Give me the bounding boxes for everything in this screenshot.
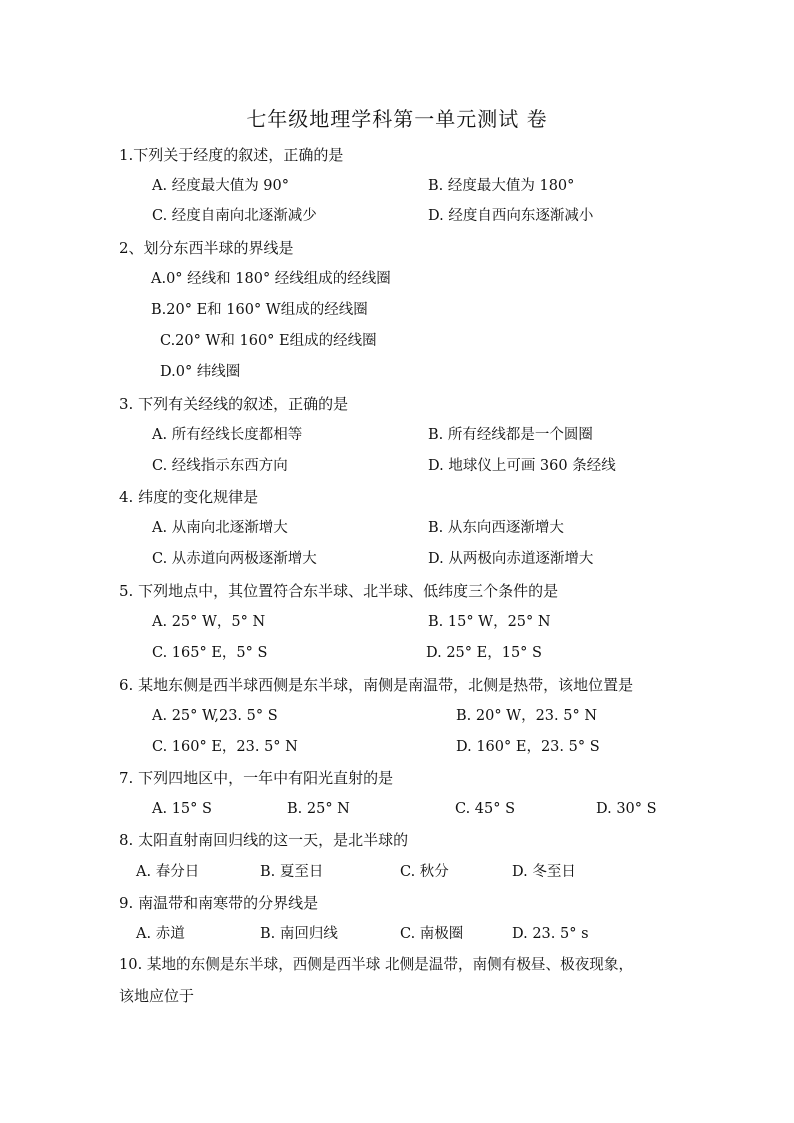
question-4-option-d: D. 从两极向赤道逐渐增大 [428, 551, 594, 567]
question-4-stem: 4. 纬度的变化规律是 [119, 488, 259, 506]
question-7-option-c: C. 45° S [455, 801, 516, 817]
question-9-option-b: B. 南回归线 [260, 926, 338, 942]
question-9-option-a: A. 赤道 [136, 926, 185, 942]
question-3-option-d: D. 地球仪上可画 360 条经线 [428, 458, 616, 474]
question-1-stem: 1.下列关于经度的叙述，正确的是 [119, 146, 344, 164]
question-1-option-a: A. 经度最大值为 90° [152, 178, 289, 194]
question-6-option-b: B. 20° W，23. 5° N [456, 708, 598, 724]
question-8-option-c: C. 秋分 [400, 864, 449, 880]
question-6-option-c: C. 160° E，23. 5° N [152, 739, 298, 755]
question-2-option-c: C.20° W和 160° E组成的经线圈 [160, 333, 377, 349]
question-5-option-c: C. 165° E，5° S [152, 645, 268, 661]
question-7-option-a: A. 15° S [152, 801, 212, 817]
question-2-option-d: D.0° 纬线圈 [160, 364, 241, 380]
question-1-option-c: C. 经度自南向北逐渐减少 [152, 208, 317, 224]
question-3-option-c: C. 经线指示东西方向 [152, 458, 288, 474]
question-8-option-b: B. 夏至日 [260, 864, 324, 880]
question-6-stem: 6. 某地东侧是西半球西侧是东半球，南侧是南温带，北侧是热带，该地位置是 [119, 676, 634, 694]
question-9-option-c: C. 南极圈 [400, 926, 464, 942]
question-3-stem: 3. 下列有关经线的叙述，正确的是 [119, 395, 349, 413]
question-6-option-d: D. 160° E，23. 5° S [456, 739, 600, 755]
question-2-stem: 2、划分东西半球的界线是 [119, 239, 294, 257]
question-7-stem: 7. 下列四地区中，一年中有阳光直射的是 [119, 769, 394, 787]
question-4-option-a: A. 从南向北逐渐增大 [152, 520, 288, 536]
question-5-option-d: D. 25° E，15° S [426, 645, 542, 661]
question-2-option-a: A.0° 经线和 180° 经线组成的经线圈 [151, 271, 391, 287]
question-6-option-a: A. 25° W,23. 5° S [152, 708, 278, 724]
page-title: 七年级地理学科第一单元测试 卷 [246, 107, 548, 131]
question-10-stem-line-2: 该地应位于 [119, 987, 195, 1005]
question-5-option-b: B. 15° W，25° N [428, 614, 551, 630]
question-5-option-a: A. 25° W，5° N [152, 614, 266, 630]
question-4-option-c: C. 从赤道向两极逐渐增大 [152, 551, 317, 567]
question-10-stem-line-1: 10. 某地的东侧是东半球，西侧是西半球 北侧是温带，南侧有极昼、极夜现象， [119, 956, 634, 973]
question-8-option-a: A. 春分日 [136, 864, 200, 880]
question-1-option-b: B. 经度最大值为 180° [428, 178, 575, 194]
question-8-stem: 8. 太阳直射南回归线的这一天，是北半球的 [119, 831, 409, 849]
question-7-option-b: B. 25° N [287, 801, 350, 817]
question-7-option-d: D. 30° S [596, 801, 657, 817]
question-8-option-d: D. 冬至日 [512, 864, 576, 880]
question-9-option-d: D. 23. 5° s [512, 926, 589, 942]
question-5-stem: 5. 下列地点中，其位置符合东半球、北半球、低纬度三个条件的是 [119, 582, 559, 600]
question-1-option-d: D. 经度自西向东逐渐减小 [428, 208, 594, 224]
question-9-stem: 9. 南温带和南寒带的分界线是 [119, 894, 319, 912]
question-4-option-b: B. 从东向西逐渐增大 [428, 520, 564, 536]
question-2-option-b: B.20° E和 160° W组成的经线圈 [151, 302, 368, 318]
question-3-option-b: B. 所有经线都是一个圆圈 [428, 427, 593, 443]
question-3-option-a: A. 所有经线长度都相等 [152, 427, 303, 443]
